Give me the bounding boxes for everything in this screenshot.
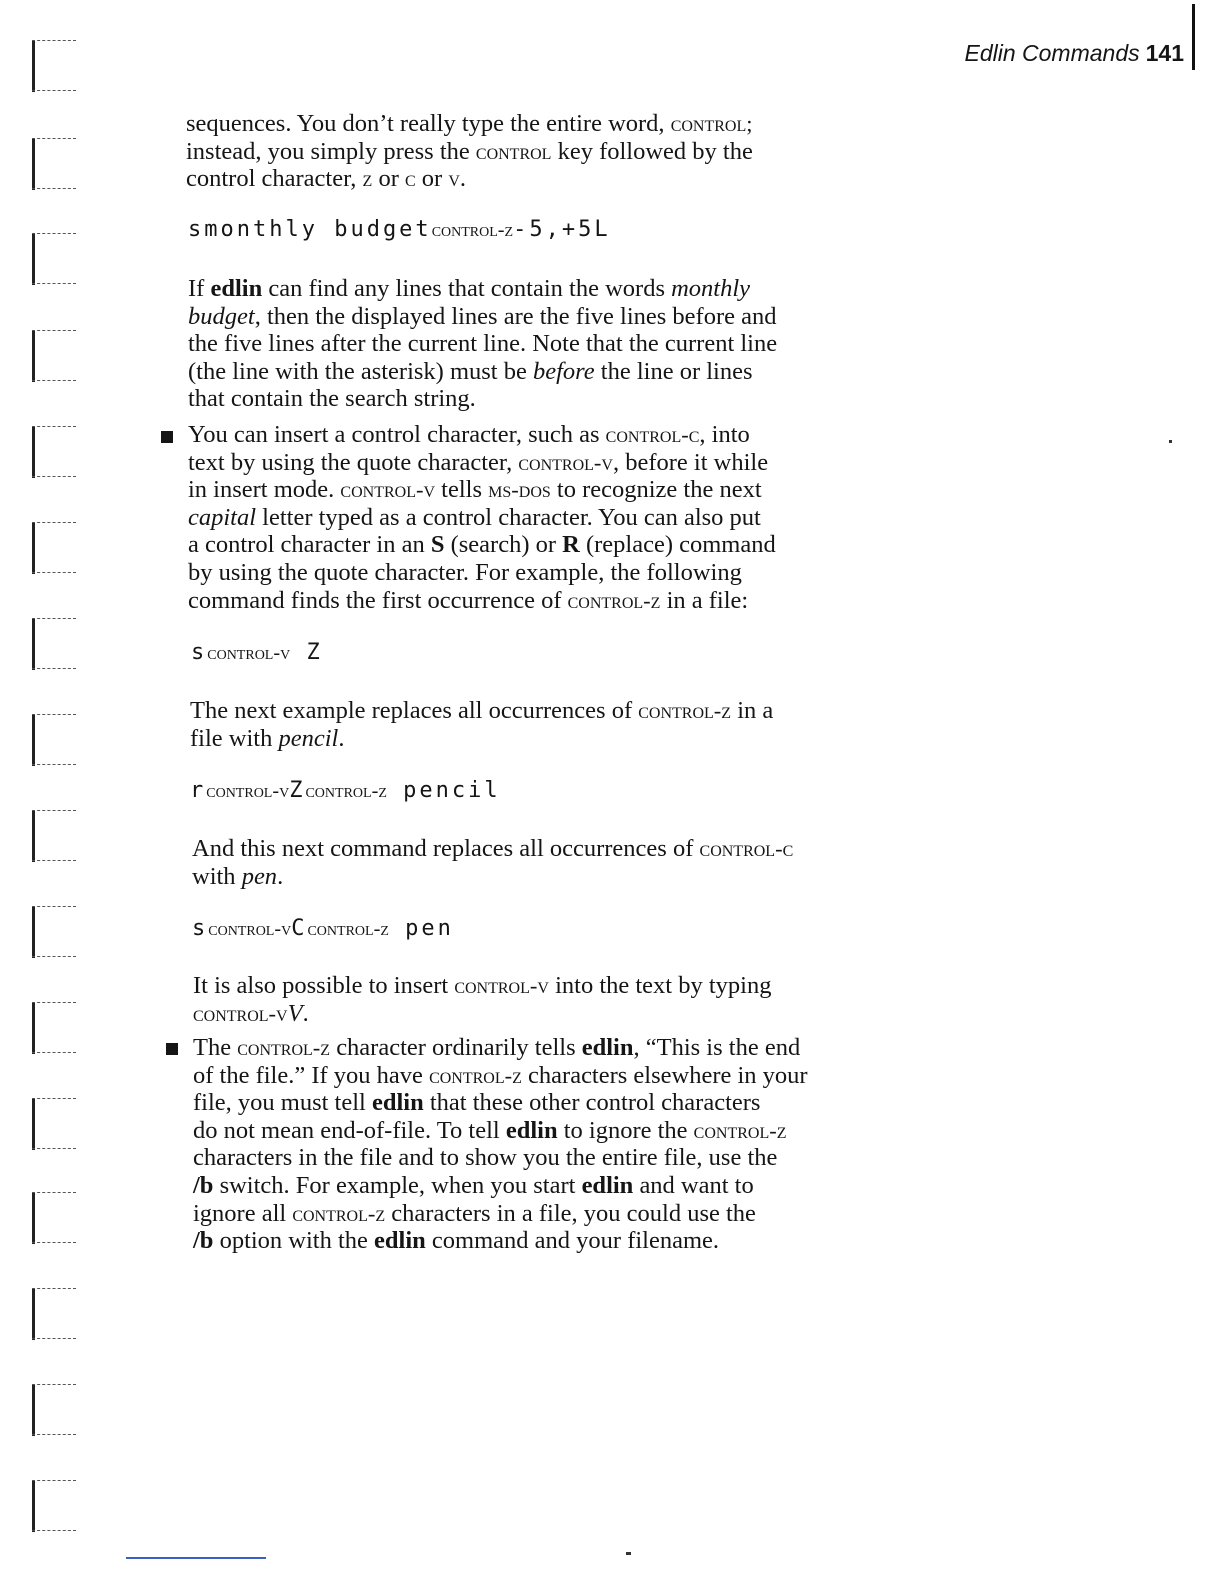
binder-mark (32, 618, 35, 670)
scan-speck (626, 1552, 631, 1555)
paragraph-replace-controlc: And this next command replaces all occurrences of control-c with pen. (192, 835, 794, 890)
binder-mark (32, 714, 35, 766)
binder-mark (32, 233, 35, 285)
code-example-search-budget: smonthly budgetcontrol-z-5,+5L (188, 217, 611, 242)
binder-mark (32, 1480, 35, 1532)
binder-mark (32, 1192, 35, 1244)
binder-mark (32, 906, 35, 958)
code-example-replace-pen: scontrol-vCcontrol-z pen (192, 916, 454, 941)
paragraph-insert-control-char: You can insert a control character, such as control-c, into text by using the quote character, control-v, before it while in insert mode. control-v tells ms-dos to recognize the next capital letter typed as a control character. You can also put a control character in an S (search) or R (replace) command by using the quote character. For example, the following command finds the first occurrence of control-z in a file: (188, 421, 776, 614)
paragraph-insert-controlv: It is also possible to insert control-v into the text by typing control-vV. (193, 972, 772, 1027)
paragraph-search-result: If edlin can find any lines that contain the words monthly budget, then the displayed lines are the five lines before and the five lines after the current line. Note that the current line (the line with the asterisk) must be before the line or lines that contain the search string. (188, 275, 778, 413)
paragraph-control-sequences: sequences. You don’t really type the entire word, control; instead, you simply press the control key followed by the control character, z or c or v. (186, 110, 753, 193)
binder-mark (32, 522, 35, 574)
bullet-marker (166, 1043, 178, 1055)
bullet-marker (161, 431, 173, 443)
binder-mark (32, 1002, 35, 1054)
binder-mark (32, 1288, 35, 1340)
binder-mark (32, 138, 35, 190)
paragraph-replace-example: The next example replaces all occurrences of control-z in a file with pencil. (190, 697, 774, 752)
footer-line (126, 1557, 266, 1559)
code-example-replace-pencil: rcontrol-vZcontrol-z pencil (190, 778, 501, 803)
binder-mark (32, 330, 35, 382)
header-title: Edlin Commands (964, 40, 1140, 66)
code-example-search-controlz: scontrol-v Z (191, 640, 323, 665)
page-number: 141 (1145, 40, 1184, 66)
binder-mark (32, 1384, 35, 1436)
paragraph-end-of-file: The control-z character ordinarily tells edlin, “This is the end of the file.” If you have control-z characters elsewhere in your file, you must tell edlin that these other control characters do not mean end-of-file. To tell edlin to ignore the control-z characters in the file and to show you the entire file, use the /b switch. For example, when you start edlin and want to ignore all control-z characters in a file, you could use the /b option with the edlin command and your filename. (193, 1034, 808, 1255)
binder-mark (32, 40, 35, 92)
binder-mark (32, 426, 35, 478)
running-header (964, 40, 1184, 67)
binder-mark (32, 1098, 35, 1150)
header-rule (1192, 4, 1195, 70)
scan-speck (1169, 440, 1172, 443)
binder-mark (32, 810, 35, 862)
